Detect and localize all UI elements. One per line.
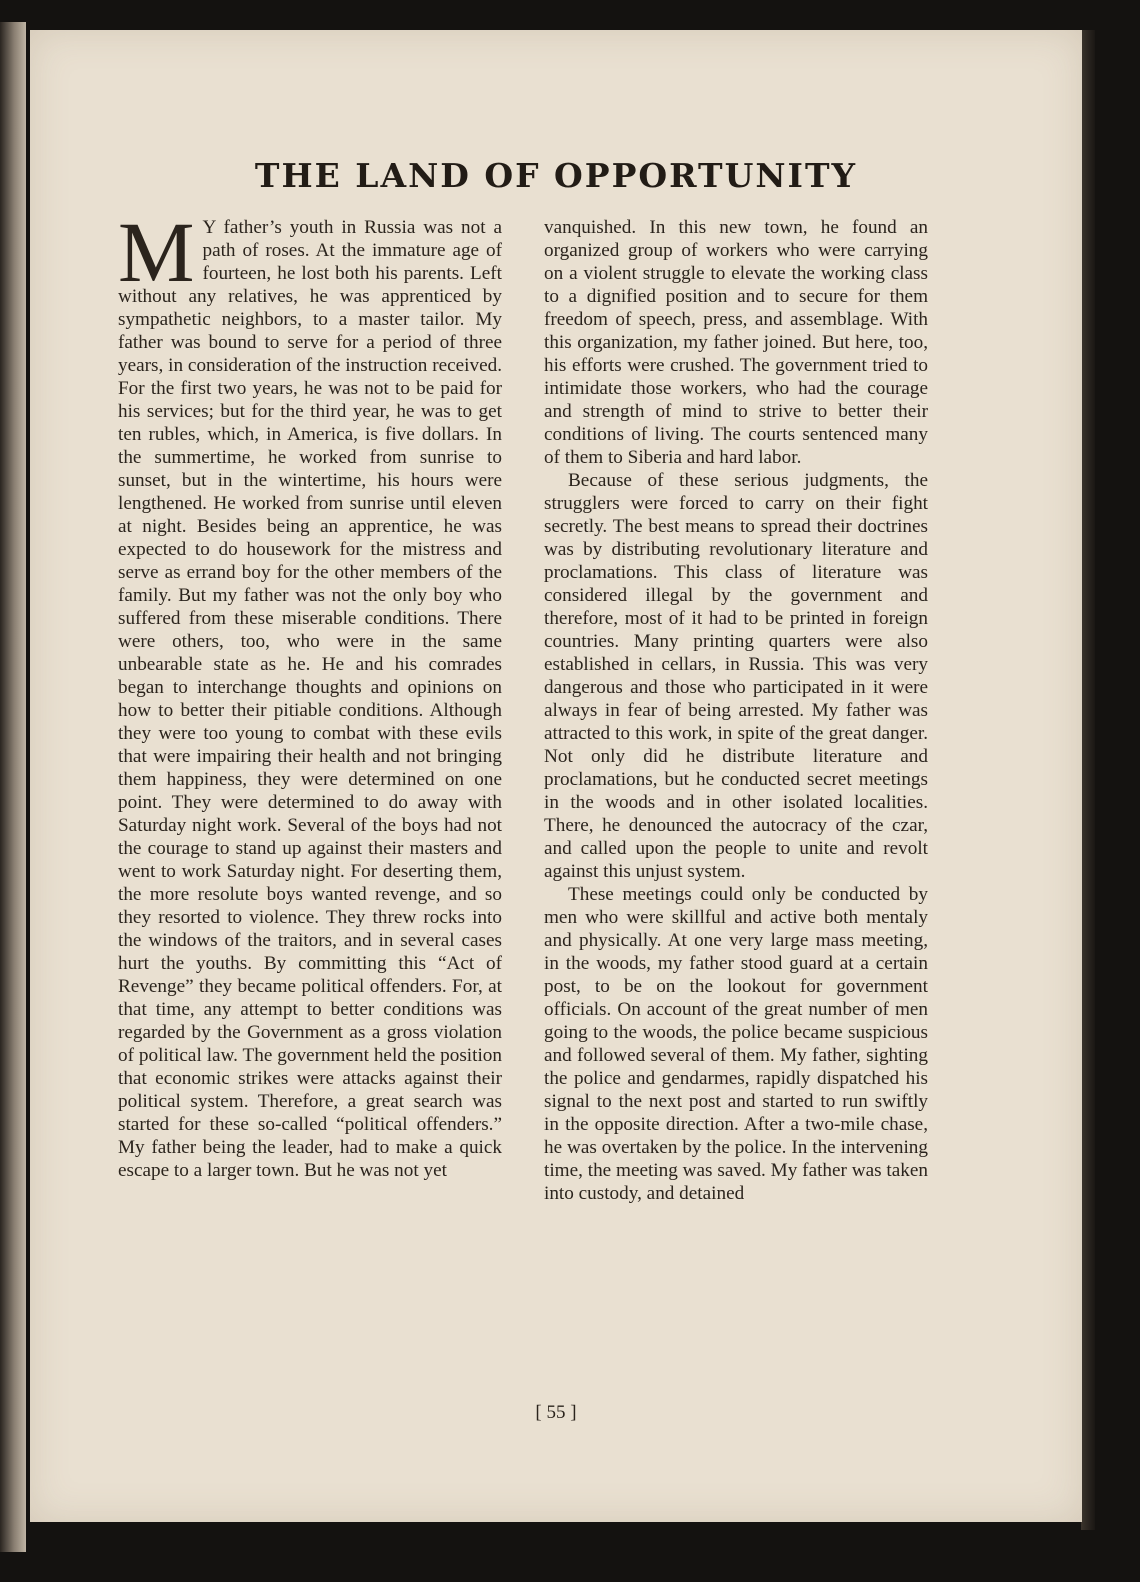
paragraph-text: Y father’s youth in Russia was not a path of roses. At the immature age of fourteen, he lost both his parents. Left without any relatives, he was apprenticed by sympathetic neighbors, to a master tailor. My father was bound to serve for a period of three years, in consideration of the instruction received. For the first two years, he was not to be paid for his services; but for the third year, he was to get ten rubles, which, in America, is five dollars. In the summertime, he worked from sunrise to sunset, but in the wintertime, his hours were lengthened. He worked from sunrise until eleven at night. Besides being an apprentice, he was expected to do housework for the mistress and serve as errand boy for the other members of the family. But my father was not the only boy who suffered from these miserable conditions. There were others, too, who were in the same unbearable state as he. He and his comrades began to interchange thoughts and opinions on how to better their pitiable conditions. Although they were too young to combat with these evils that were impairing their health and not bringing them happiness, they were determined on one point. They were determined to do away with Saturday night work. Several of the boys had not the courage to stand up against their masters and went to work Saturday night. For deserting them, the more resolute boys wanted revenge, and so they resorted to violence. They threw rocks into the windows of the traitors, and in several cases hurt the youths. By committing this “Act of Revenge” they became political offenders. For, at that time, any attempt to better conditions was regarded by the Government as a gross violation of political law. The government held the position that economic strikes were attacks against their political system. Therefore, a great search was started for these so-called “political offenders.” My father being the leader, had to make a quick escape to a larger town. But he was not yet — [118, 217, 502, 1181]
book-cover-edge — [1081, 30, 1095, 1530]
page-sheet — [30, 30, 1082, 1522]
text-column-left — [118, 216, 502, 1396]
page-number: [ 55 ] — [535, 1402, 577, 1423]
paragraph: vanquished. In this new town, he found an organized group of workers who were carrying on a violent struggle to elevate the working class to a dignified position and to secure for them freedom of speech, press, and assemblage. With this organization, my father joined. But here, too, his efforts were crushed. The government tried to intimidate those workers, who had the courage and strength of mind to strive to better their conditions of living. The courts sentenced many of them to Siberia and hard labor. — [544, 217, 928, 468]
drop-cap: M — [118, 216, 195, 300]
paragraph — [118, 216, 502, 1182]
text-column-right — [544, 216, 928, 1396]
paragraph: These meetings could only be conducted by men who were skillful and active both mentaly and physically. At one very large mass meeting, in the woods, my father stood guard at a certain post, to be on the lookout for government officials. On account of the great number of men going to the woods, the police became suspicious and followed several of them. My father, sighting the police and gendarmes, rapidly dispatched his signal to the next post and started to run swiftly in the opposite direction. After a two-mile chase, he was overtaken by the police. In the intervening time, the meeting was saved. My father was taken into custody, and detained — [544, 884, 928, 1204]
article-title: THE LAND OF OPPORTUNITY — [254, 156, 858, 195]
paragraph: Because of these serious judgments, the strugglers were forced to carry on their fight secretly. The best means to spread their doctrines was by distributing revolutionary literature and proclamations. This class of literature was considered illegal by the government and therefore, most of it had to be printed in foreign countries. Many printing quarters were also established in cellars, in Russia. This was very dangerous and those who participated in it were always in fear of being arrested. My father was attracted to this work, in spite of the great danger. Not only did he distribute literature and proclamations, but he conducted secret meetings in the woods and in other isolated localities. There, he denounced the autocracy of the czar, and called upon the people to unite and revolt against this unjust system. — [544, 470, 928, 882]
facing-page-edge — [0, 22, 26, 1552]
